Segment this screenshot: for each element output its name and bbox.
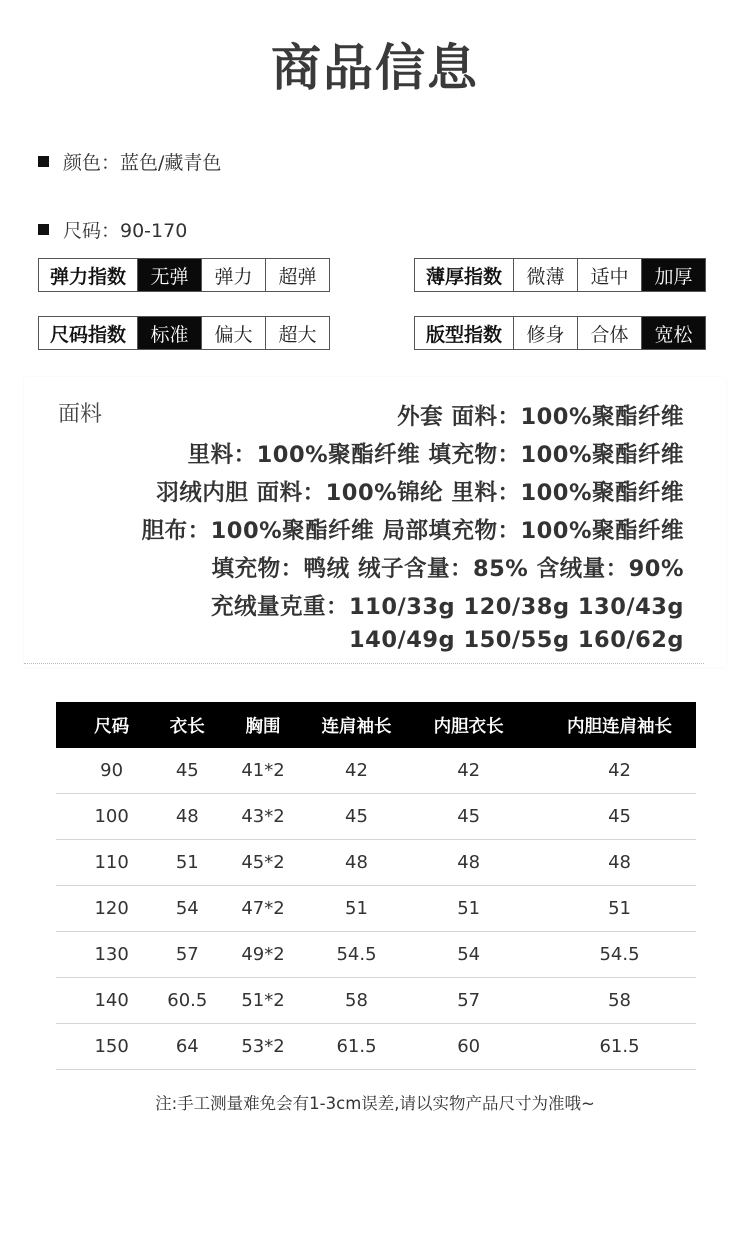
table-cell: 60 bbox=[394, 1024, 543, 1070]
table-cell: 45 bbox=[319, 794, 395, 840]
table-cell: 41*2 bbox=[207, 748, 318, 794]
table-row bbox=[56, 840, 696, 886]
table-cell: 51*2 bbox=[207, 978, 318, 1024]
thickness-option: 微薄 bbox=[514, 259, 578, 291]
cut-index bbox=[414, 316, 706, 350]
elasticity-option: 无弹 bbox=[138, 259, 202, 291]
fabric-line: 外套 面料：100%聚酯纤维 bbox=[397, 404, 684, 430]
size-fit-index bbox=[38, 316, 330, 350]
table-cell: 51 bbox=[394, 886, 543, 932]
fabric-panel bbox=[24, 377, 726, 667]
column-header: 内胆衣长 bbox=[394, 702, 543, 748]
fabric-line: 胆布：100%聚酯纤维 局部填充物：100%聚酯纤维 bbox=[141, 518, 684, 544]
size-text: 尺码：90-170 bbox=[63, 220, 188, 242]
column-header: 胸围 bbox=[207, 702, 318, 748]
column-header: 尺码 bbox=[56, 702, 167, 748]
square-bullet-icon bbox=[38, 224, 49, 235]
table-cell: 45 bbox=[167, 748, 207, 794]
table-cell: 47*2 bbox=[207, 886, 318, 932]
table-cell: 48 bbox=[167, 794, 207, 840]
table-row bbox=[56, 1024, 696, 1070]
size-fit-option: 标准 bbox=[138, 317, 202, 349]
table-cell: 58 bbox=[319, 978, 395, 1024]
table-cell: 45 bbox=[394, 794, 543, 840]
elasticity-option: 超弹 bbox=[278, 265, 317, 288]
table-row bbox=[56, 886, 696, 932]
table-cell: 64 bbox=[167, 1024, 207, 1070]
measurement-note: 注:手工测量难免会有1-3cm误差,请以实物产品尺寸为准哦~ bbox=[155, 1094, 595, 1113]
table-cell: 60.5 bbox=[167, 978, 207, 1024]
table-cell: 48 bbox=[319, 840, 395, 886]
thickness-index bbox=[414, 258, 706, 292]
table-cell: 51 bbox=[167, 840, 207, 886]
table-cell: 42 bbox=[543, 748, 696, 794]
table-cell: 100 bbox=[56, 794, 167, 840]
thickness-option: 适中 bbox=[578, 259, 642, 291]
table-header-row bbox=[56, 702, 696, 748]
table-cell: 120 bbox=[56, 886, 167, 932]
table-cell: 48 bbox=[543, 840, 696, 886]
table-row bbox=[56, 932, 696, 978]
table-cell: 49*2 bbox=[207, 932, 318, 978]
table-row bbox=[56, 978, 696, 1024]
table-cell: 53*2 bbox=[207, 1024, 318, 1070]
table-cell: 51 bbox=[543, 886, 696, 932]
table-cell: 90 bbox=[56, 748, 167, 794]
size-info bbox=[38, 216, 187, 243]
square-bullet-icon bbox=[38, 156, 49, 167]
color-text: 颜色：蓝色/藏青色 bbox=[63, 152, 222, 174]
thickness-option: 加厚 bbox=[642, 259, 705, 291]
table-cell: 150 bbox=[56, 1024, 167, 1070]
table-cell: 45*2 bbox=[207, 840, 318, 886]
table-cell: 61.5 bbox=[319, 1024, 395, 1070]
elasticity-option: 弹力 bbox=[202, 259, 266, 291]
table-cell: 130 bbox=[56, 932, 167, 978]
elasticity-label: 弹力指数 bbox=[39, 259, 138, 291]
table-cell: 58 bbox=[543, 978, 696, 1024]
table-row bbox=[56, 794, 696, 840]
cut-option: 宽松 bbox=[642, 317, 705, 349]
table-cell: 54 bbox=[394, 932, 543, 978]
fabric-line: 羽绒内胆 面料：100%锦纶 里料：100%聚酯纤维 bbox=[156, 480, 684, 506]
fabric-line: 填充物：鸭绒 绒子含量：85% 含绒量：90% bbox=[211, 556, 684, 582]
size-table bbox=[56, 702, 696, 1070]
table-cell: 43*2 bbox=[207, 794, 318, 840]
table-row bbox=[56, 748, 696, 794]
table-cell: 54.5 bbox=[319, 932, 395, 978]
table-cell: 140 bbox=[56, 978, 167, 1024]
fabric-title: 面料 bbox=[58, 402, 103, 427]
table-cell: 45 bbox=[543, 794, 696, 840]
table-cell: 110 bbox=[56, 840, 167, 886]
color-info bbox=[38, 148, 221, 175]
fabric-line: 充绒量克重：110/33g 120/38g 130/43g bbox=[211, 594, 684, 620]
column-header: 连肩袖长 bbox=[319, 702, 395, 748]
cut-label: 版型指数 bbox=[415, 317, 514, 349]
column-header: 衣长 bbox=[167, 702, 207, 748]
table-cell: 51 bbox=[319, 886, 395, 932]
size-fit-option: 偏大 bbox=[202, 317, 266, 349]
column-header: 内胆连肩袖长 bbox=[543, 702, 696, 748]
fabric-line: 140/49g 150/55g 160/62g bbox=[349, 627, 684, 653]
table-cell: 57 bbox=[167, 932, 207, 978]
size-fit-label: 尺码指数 bbox=[39, 317, 138, 349]
table-cell: 54.5 bbox=[543, 932, 696, 978]
table-cell: 42 bbox=[319, 748, 395, 794]
table-cell: 48 bbox=[394, 840, 543, 886]
cut-option: 修身 bbox=[514, 317, 578, 349]
cut-option: 合体 bbox=[578, 317, 642, 349]
fabric-divider bbox=[24, 663, 704, 668]
fabric-line: 里料：100%聚酯纤维 填充物：100%聚酯纤维 bbox=[187, 442, 684, 468]
elasticity-index bbox=[38, 258, 330, 292]
table-cell: 54 bbox=[167, 886, 207, 932]
table-cell: 61.5 bbox=[543, 1024, 696, 1070]
page-title: 商品信息 bbox=[271, 39, 479, 97]
thickness-label: 薄厚指数 bbox=[415, 259, 514, 291]
table-cell: 57 bbox=[394, 978, 543, 1024]
size-fit-option: 超大 bbox=[278, 323, 317, 346]
table-cell: 42 bbox=[394, 748, 543, 794]
